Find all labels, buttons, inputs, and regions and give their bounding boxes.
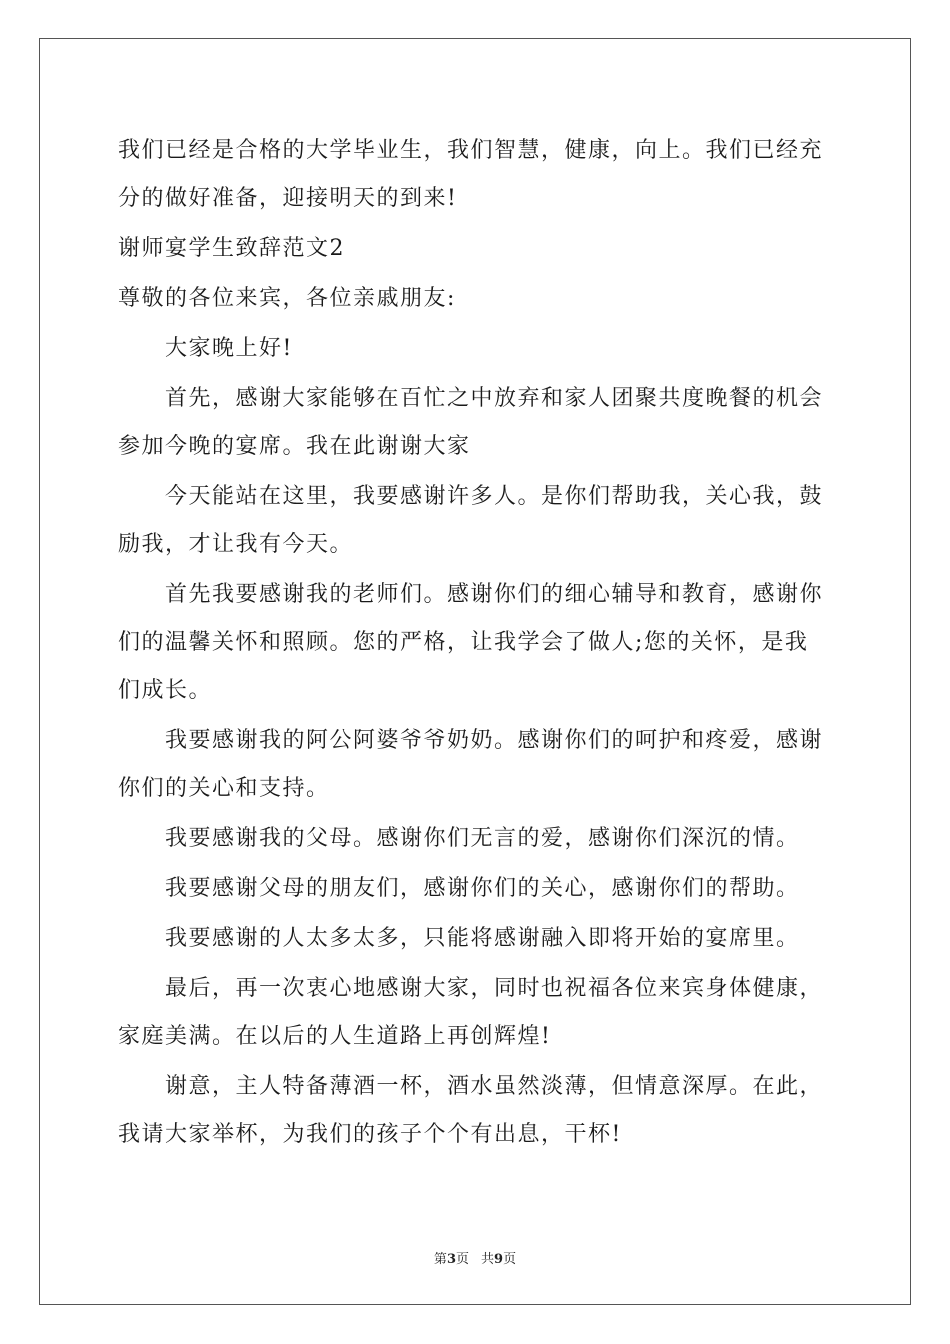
paragraph <box>118 1063 836 1159</box>
text-line: 我要感谢父母的朋友们，感谢你们的关心，感谢你们的帮助。 <box>165 876 800 901</box>
page-footer <box>0 1248 950 1267</box>
text-line: 我要感谢我的阿公阿婆爷爷奶奶。感谢你们的呵护和疼爱，感谢 <box>165 728 824 753</box>
text-line: 谢师宴学生致辞范文2 <box>118 236 345 261</box>
paragraph <box>118 375 836 471</box>
page-indicator: 第3页 <box>433 1252 469 1267</box>
text-line: 尊敬的各位来宾，各位亲戚朋友: <box>118 286 456 311</box>
paragraph <box>118 571 836 715</box>
paragraph <box>118 717 836 813</box>
text-line: 谢意，主人特备薄酒一杯，酒水虽然淡薄，但情意深厚。在此， <box>165 1074 824 1099</box>
paragraph <box>118 325 836 373</box>
text-line: 今天能站在这里，我要感谢许多人。是你们帮助我，关心我，鼓 <box>165 484 824 509</box>
current-page-number: 3 <box>446 1252 456 1267</box>
text-line: 我请大家举杯，为我们的孩子个个有出息，干杯! <box>118 1122 622 1147</box>
paragraph <box>118 915 836 963</box>
paragraph <box>118 965 836 1061</box>
text-line: 我要感谢的人太多太多，只能将感谢融入即将开始的宴席里。 <box>165 926 800 951</box>
document-body <box>118 127 836 1159</box>
text-line: 们的温馨关怀和照顾。您的严格，让我学会了做人;您的关怀，是我 <box>118 630 809 655</box>
text-line: 首先，感谢大家能够在百忙之中放弃和家人团聚共度晚餐的机会 <box>165 386 824 411</box>
text-line: 最后，再一次衷心地感谢大家，同时也祝福各位来宾身体健康， <box>165 976 824 1001</box>
text-line: 励我，才让我有今天。 <box>118 532 354 557</box>
section-heading <box>118 225 836 273</box>
text-line: 分的做好准备，迎接明天的到来! <box>118 186 458 211</box>
text-line: 我们已经是合格的大学毕业生，我们智慧，健康，向上。我们已经充 <box>118 138 824 163</box>
paragraph <box>118 275 836 323</box>
text-line: 家庭美满。在以后的人生道路上再创辉煌! <box>118 1024 552 1049</box>
paragraph <box>118 865 836 913</box>
paragraph <box>118 473 836 569</box>
text-line: 参加今晚的宴席。我在此谢谢大家 <box>118 434 471 459</box>
paragraph <box>118 815 836 863</box>
text-line: 我要感谢我的父母。感谢你们无言的爱，感谢你们深沉的情。 <box>165 826 800 851</box>
text-line: 首先我要感谢我的老师们。感谢你们的细心辅导和教育，感谢你 <box>165 582 824 607</box>
paragraph <box>118 127 836 223</box>
text-line: 大家晚上好! <box>165 336 293 361</box>
text-line: 们成长。 <box>118 678 213 703</box>
total-page-number: 9 <box>494 1252 504 1267</box>
text-line: 你们的关心和支持。 <box>118 776 330 801</box>
total-pages-indicator: 共9页 <box>481 1252 517 1267</box>
